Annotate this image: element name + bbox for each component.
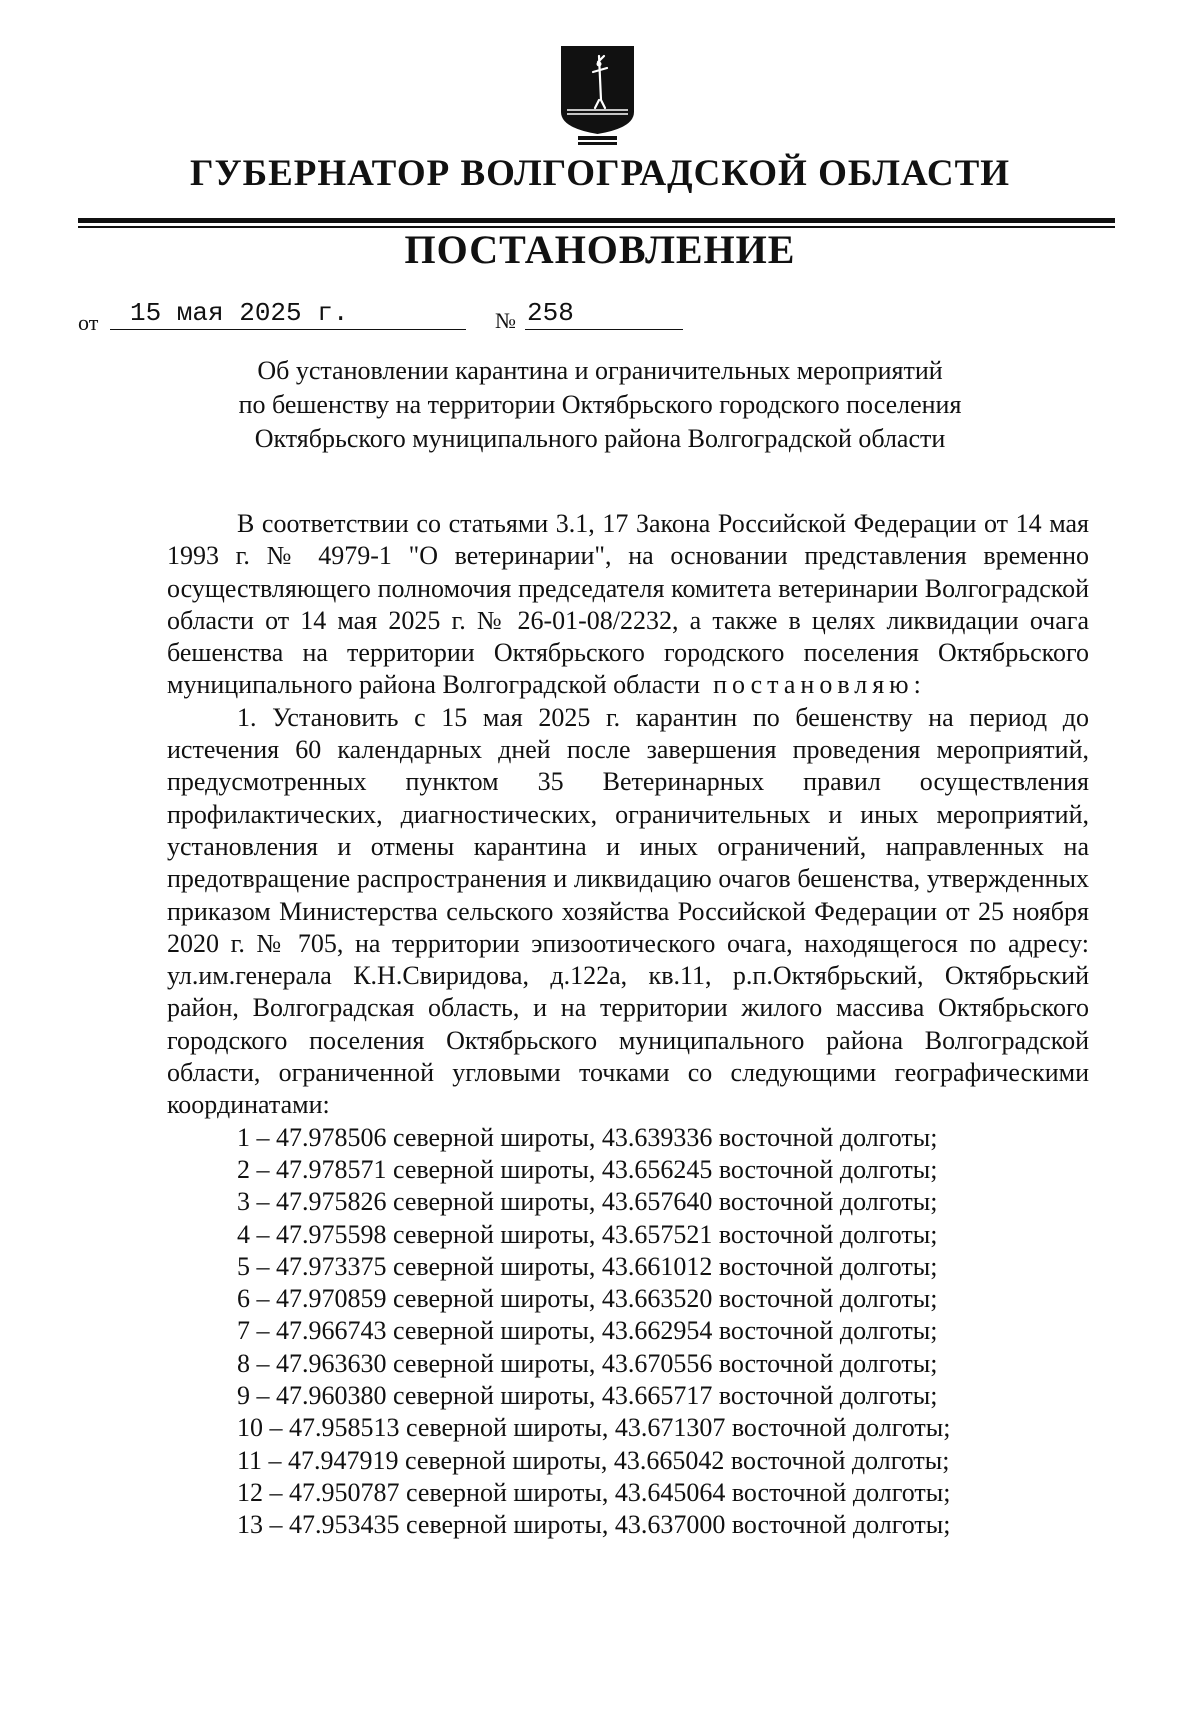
title-line: Об установлении карантина и ограничительных мероприятий bbox=[257, 356, 943, 385]
issuing-authority: ГУБЕРНАТОР ВОЛГОГРАДСКОЙ ОБЛАСТИ bbox=[189, 153, 1011, 194]
preamble-text: В соответствии со статьями 3.1, 17 Закона Российской Федерации от 14 мая 1993 г. № 4979-1 "О ветеринарии", на основании представления временно осуществляющего полномочия председателя комитета ветеринарии Волгоградской области от 14 мая 2025 г. № 26-01-08/2232, а также в целях ликвидации очага бешенства на территории Октябрьского городского поселения Октябрьского муниципального района Волгоградской области bbox=[167, 509, 1089, 700]
list-item: 7 – 47.966743 северной широты, 43.662954 восточной долготы; bbox=[237, 1316, 938, 1346]
list-item: 6 – 47.970859 северной широты, 43.663520 восточной долготы; bbox=[237, 1284, 938, 1314]
date-number-row bbox=[0, 296, 1200, 336]
coordinates-list bbox=[167, 1122, 1089, 1542]
list-item: 2 – 47.978571 северной широты, 43.656245 восточной долготы; bbox=[237, 1154, 938, 1184]
list-item: 3 – 47.975826 северной широты, 43.657640 восточной долготы; bbox=[237, 1187, 938, 1217]
date-underline bbox=[110, 329, 466, 330]
number-label: № bbox=[495, 308, 516, 333]
number-value: 258 bbox=[527, 298, 574, 328]
list-item: 12 – 47.950787 северной широты, 43.645064 восточной долготы; bbox=[237, 1477, 951, 1507]
list-item: 9 – 47.960380 северной широты, 43.665717 восточной долготы; bbox=[237, 1381, 938, 1411]
item-1-paragraph: 1. Установить с 15 мая 2025 г. карантин по бешенству на период до истечения 60 календарных дней после завершения проведения мероприятий, предусмотренных пунктом 35 Ветеринарных правил осуществления профилактических, диагностических, ограничительных и иных мероприятий, установления и отмены карантина и иных ограничений, направленных на предотвращение распространения и ликвидацию очагов бешенства, утвержденных приказом Министерства сельского хозяйства Российской Федерации от 25 ноября 2020 г. № 705, на территории эпизоотического очага, находящегося по адресу: ул.им.генерала К.Н.Свиридова, д.122а, кв.11, р.п.Октябрьский, Октябрьский район, Волгоградская область, и на территории жилого массива Октябрьского городского поселения Октябрьского муниципального района Волгоградской области, ограниченной угловыми точками со следующими географическими координатами: bbox=[167, 702, 1089, 1120]
date-label: от bbox=[78, 310, 99, 335]
list-item: 13 – 47.953435 северной широты, 43.637000 восточной долготы; bbox=[237, 1510, 951, 1540]
document-title bbox=[180, 354, 1020, 456]
number-underline bbox=[525, 329, 683, 330]
document-body bbox=[167, 508, 1089, 1542]
preamble-paragraph bbox=[167, 508, 1089, 702]
date-value: 15 мая 2025 г. bbox=[130, 298, 349, 328]
title-line: Октябрьского муниципального района Волгоградской области bbox=[254, 424, 946, 453]
list-item: 5 – 47.973375 северной широты, 43.661012 восточной долготы; bbox=[237, 1251, 938, 1281]
volgograd-coat-of-arms-icon bbox=[555, 42, 640, 146]
list-item: 11 – 47.947919 северной широты, 43.665042 восточной долготы; bbox=[237, 1445, 950, 1475]
resolve-word: постановляю: bbox=[713, 670, 926, 700]
list-item: 1 – 47.978506 северной широты, 43.639336 восточной долготы; bbox=[237, 1122, 938, 1152]
list-item: 8 – 47.963630 северной широты, 43.670556 восточной долготы; bbox=[237, 1348, 938, 1378]
document-type: ПОСТАНОВЛЕНИЕ bbox=[404, 227, 796, 272]
list-item: 10 – 47.958513 северной широты, 43.671307 восточной долготы; bbox=[237, 1413, 951, 1443]
header-rule-thick bbox=[78, 218, 1115, 223]
title-line: по бешенству на территории Октябрьского городского поселения bbox=[238, 390, 962, 419]
list-item: 4 – 47.975598 северной широты, 43.657521 восточной долготы; bbox=[237, 1219, 938, 1249]
